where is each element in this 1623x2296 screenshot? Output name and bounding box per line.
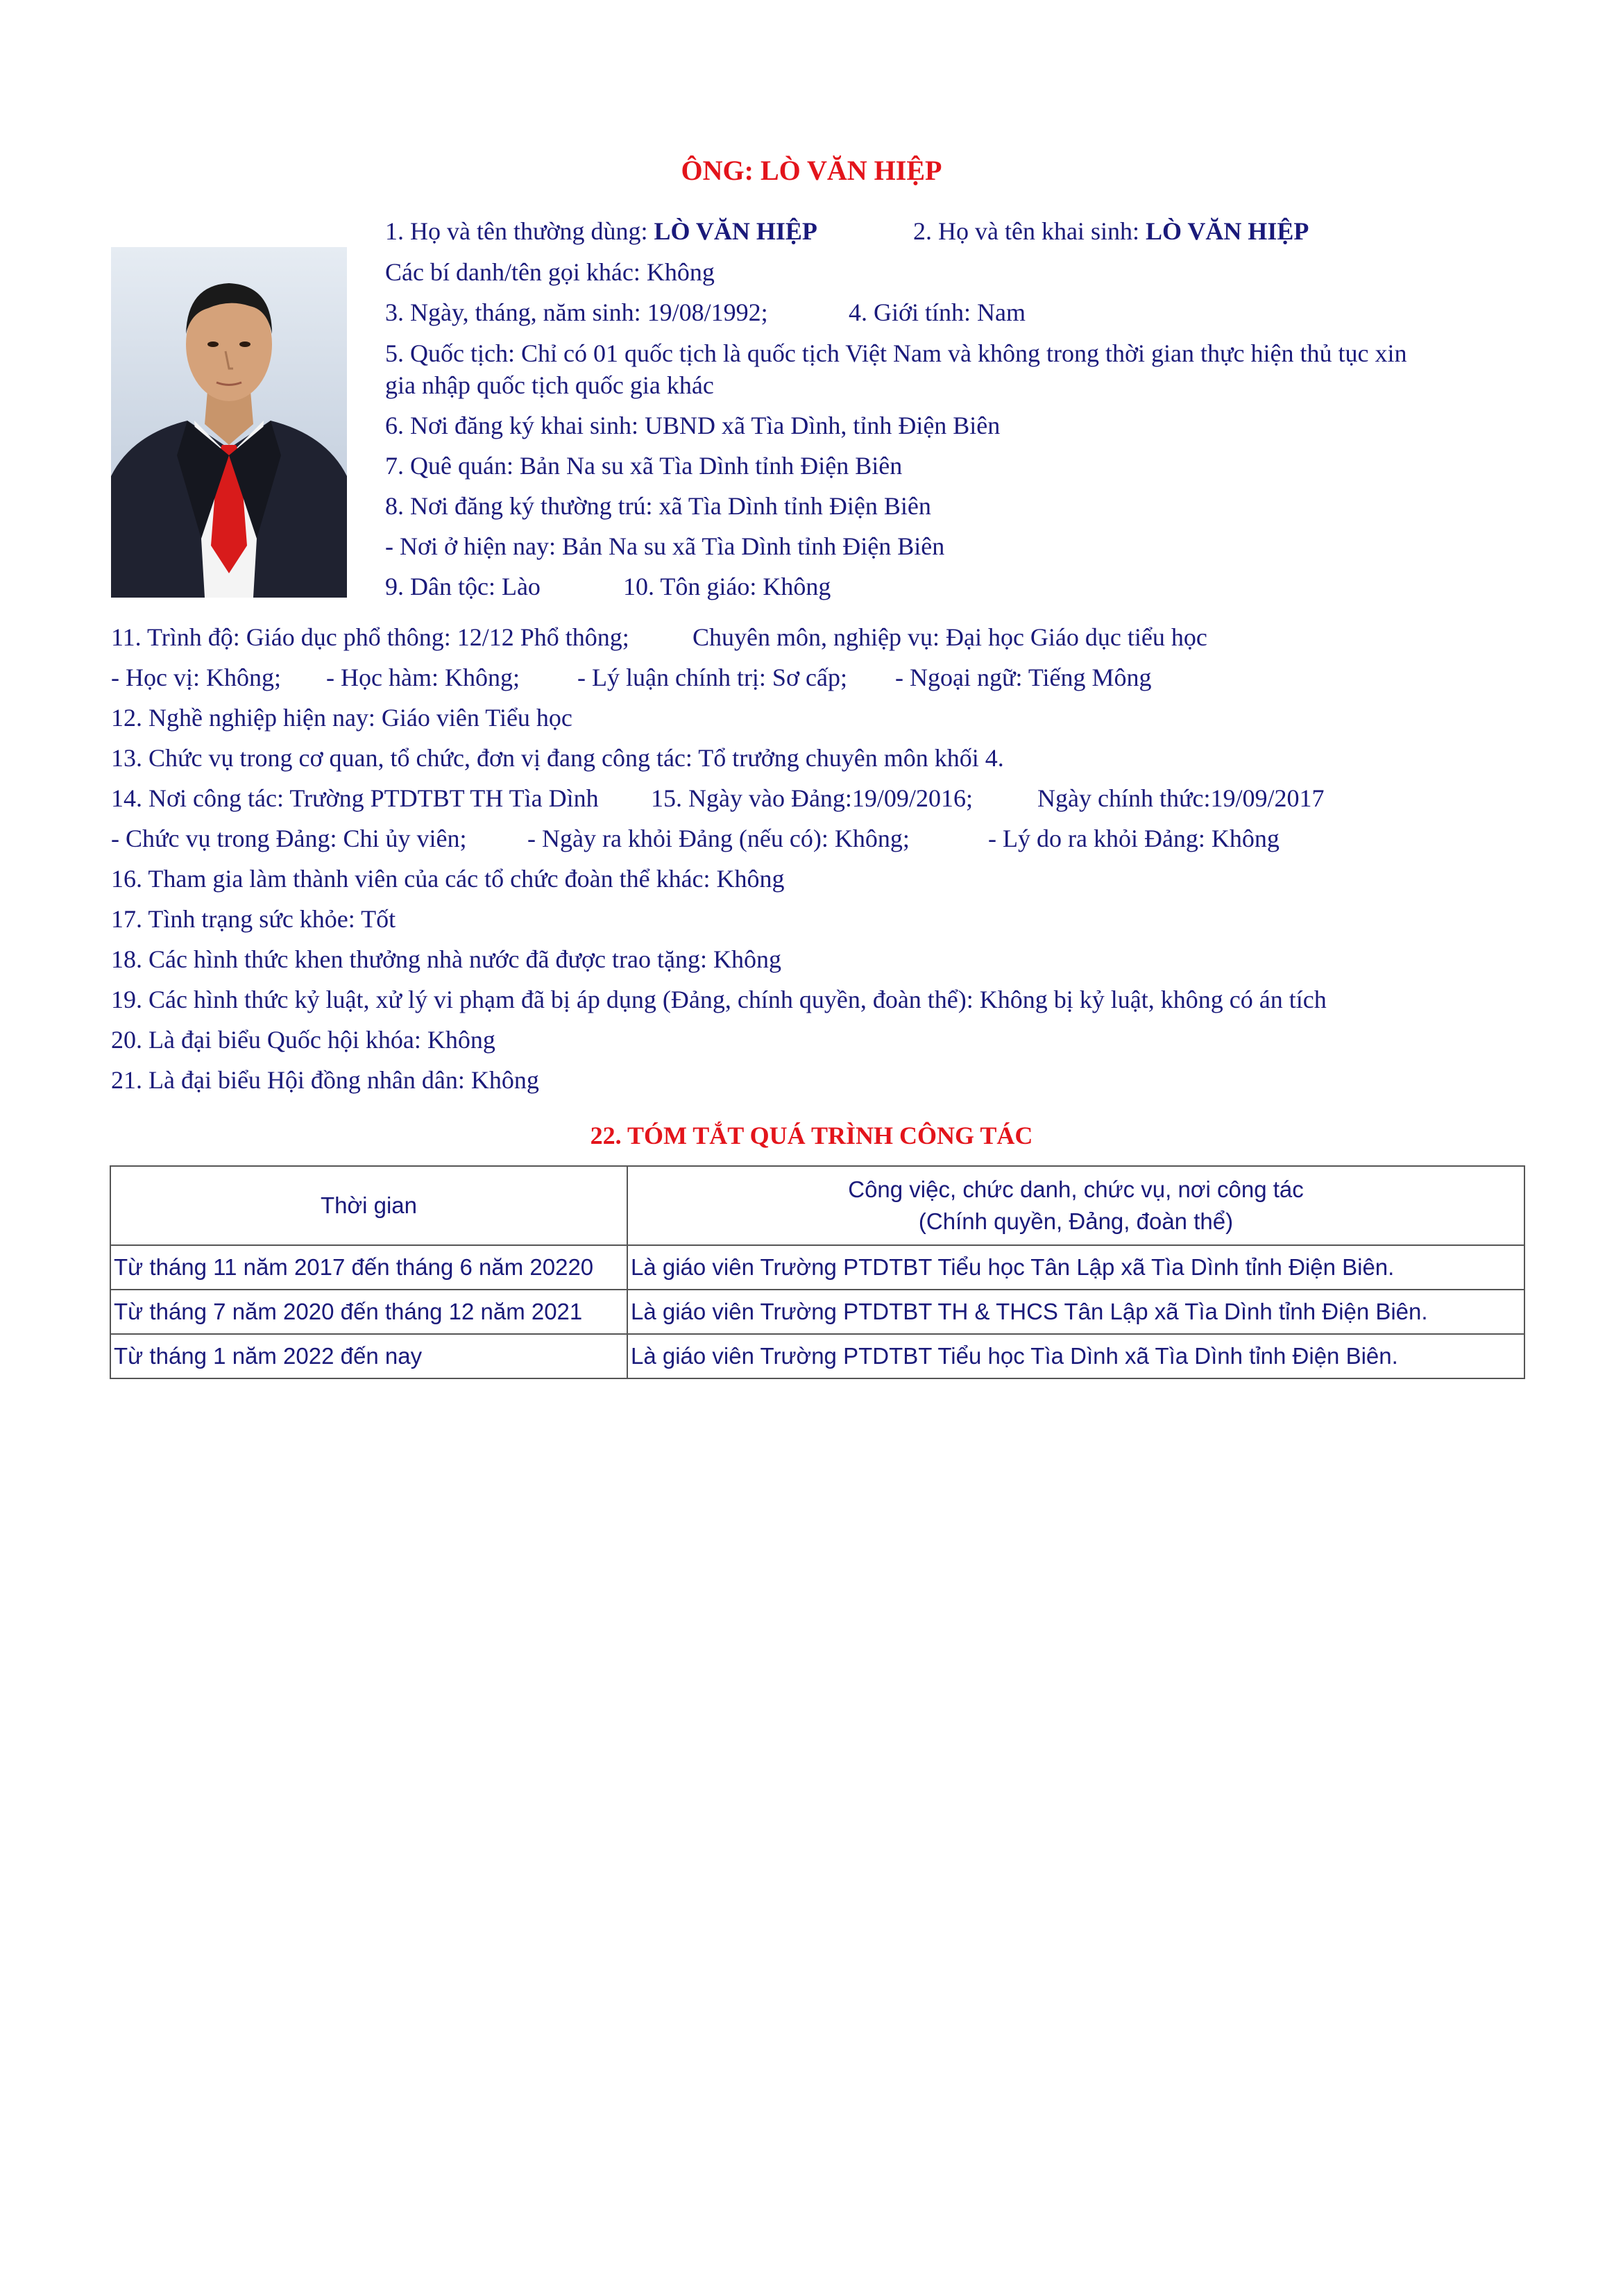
cell-time: Từ tháng 1 năm 2022 đến nay: [110, 1334, 627, 1378]
birth-name-label: 2. Họ và tên khai sinh:: [913, 217, 1146, 245]
line-party-position: - Chức vụ trong Đảng: Chi ủy viên;: [111, 825, 467, 852]
line-birth-date: 3. Ngày, tháng, năm sinh: 19/08/1992;: [385, 298, 768, 326]
line-ethnicity: 9. Dân tộc: Lào: [385, 573, 541, 600]
page-title: ÔNG: LÒ VĂN HIỆP: [681, 155, 942, 186]
cell-work: Là giáo viên Trường PTDTBT Tiểu học Tìa Dình xã Tìa Dình tỉnh Điện Biên.: [627, 1334, 1524, 1378]
line-organizations: 16. Tham gia làm thành viên của các tổ chức đoàn thể khác: Không: [111, 865, 785, 893]
usual-name-label: 1. Họ và tên thường dùng:: [385, 217, 654, 245]
table-row: [110, 1334, 1524, 1378]
line-current-residence: - Nơi ở hiện nay: Bản Na su xã Tìa Dình tỉnh Điện Biên: [385, 532, 945, 560]
birth-name-value: LÒ VĂN HIỆP: [1145, 217, 1309, 245]
line-nationality-1: 5. Quốc tịch: Chỉ có 01 quốc tịch là quốc tịch Việt Nam và không trong thời gian thực hiện thủ tục xin: [385, 339, 1407, 367]
line-aliases: Các bí danh/tên gọi khác: Không: [385, 258, 715, 286]
line-party-leave-date: - Ngày ra khỏi Đảng (nếu có): Không;: [527, 825, 910, 852]
line-party-join-date: 15. Ngày vào Đảng:19/09/2016;: [651, 784, 973, 812]
line-occupation: 12. Nghề nghiệp hiện nay: Giáo viên Tiểu học: [111, 704, 572, 732]
header-work: [627, 1166, 1524, 1245]
line-position: 13. Chức vụ trong cơ quan, tổ chức, đơn vị đang công tác: Tổ trưởng chuyên môn khối 4.: [111, 744, 1004, 772]
line-national-assembly: 20. Là đại biểu Quốc hội khóa: Không: [111, 1026, 495, 1054]
section-title-work-history: 22. TÓM TẮT QUÁ TRÌNH CÔNG TÁC: [590, 1122, 1033, 1149]
line-workplace: 14. Nơi công tác: Trường PTDTBT TH Tìa Dình: [111, 784, 599, 812]
line-permanent-residence: 8. Nơi đăng ký thường trú: xã Tìa Dình tỉnh Điện Biên: [385, 492, 931, 520]
line-degree: - Học vị: Không;: [111, 664, 281, 691]
line-religion: 10. Tôn giáo: Không: [623, 573, 831, 600]
portrait-image: [111, 247, 347, 598]
header-work-line1: Công việc, chức danh, chức vụ, nơi công tác: [848, 1176, 1304, 1202]
line-discipline: 19. Các hình thức kỷ luật, xử lý vi phạm đã bị áp dụng (Đảng, chính quyền, đoàn thể): Không bị kỷ luật, không có án tích: [111, 986, 1327, 1013]
line-gender: 4. Giới tính: Nam: [849, 298, 1026, 326]
cell-time: Từ tháng 7 năm 2020 đến tháng 12 năm 2021: [110, 1290, 627, 1334]
line-political-theory: - Lý luận chính trị: Sơ cấp;: [577, 664, 847, 691]
line-party-leave-reason: - Lý do ra khỏi Đảng: Không: [988, 825, 1280, 852]
line-academic-title: - Học hàm: Không;: [326, 664, 520, 691]
line-education: 11. Trình độ: Giáo dục phổ thông: 12/12 Phổ thông;: [111, 623, 629, 651]
cell-time: Từ tháng 11 năm 2017 đến tháng 6 năm 20220: [110, 1245, 627, 1290]
line-awards: 18. Các hình thức khen thưởng nhà nước đã được trao tặng: Không: [111, 945, 781, 973]
line-full-name: [385, 216, 817, 246]
cell-work: Là giáo viên Trường PTDTBT TH & THCS Tân Lập xã Tìa Dình tỉnh Điện Biên.: [627, 1290, 1524, 1334]
line-foreign-language: - Ngoại ngữ: Tiếng Mông: [895, 664, 1152, 691]
header-time: Thời gian: [110, 1166, 627, 1245]
table-header-row: [110, 1166, 1524, 1245]
usual-name-value: LÒ VĂN HIỆP: [654, 217, 817, 245]
line-health: 17. Tình trạng sức khỏe: Tốt: [111, 905, 396, 933]
line-nationality-2: gia nhập quốc tịch quốc gia khác: [385, 371, 714, 399]
line-specialty: Chuyên môn, nghiệp vụ: Đại học Giáo dục tiểu học: [692, 623, 1207, 651]
line-hometown: 7. Quê quán: Bản Na su xã Tìa Dình tỉnh Điện Biên: [385, 452, 903, 480]
line-peoples-council: 21. Là đại biểu Hội đồng nhân dân: Không: [111, 1066, 539, 1094]
header-work-line2: (Chính quyền, Đảng, đoàn thể): [918, 1208, 1234, 1234]
work-history-table: [110, 1165, 1525, 1379]
portrait-photo: [111, 247, 347, 598]
line-party-official-date: Ngày chính thức:19/09/2017: [1037, 784, 1325, 812]
table-row: [110, 1245, 1524, 1290]
line-birth-name: [913, 216, 1309, 246]
table-row: [110, 1290, 1524, 1334]
cell-work: Là giáo viên Trường PTDTBT Tiểu học Tân Lập xã Tìa Dình tỉnh Điện Biên.: [627, 1245, 1524, 1290]
line-birth-registration: 6. Nơi đăng ký khai sinh: UBND xã Tìa Dình, tỉnh Điện Biên: [385, 412, 1001, 439]
